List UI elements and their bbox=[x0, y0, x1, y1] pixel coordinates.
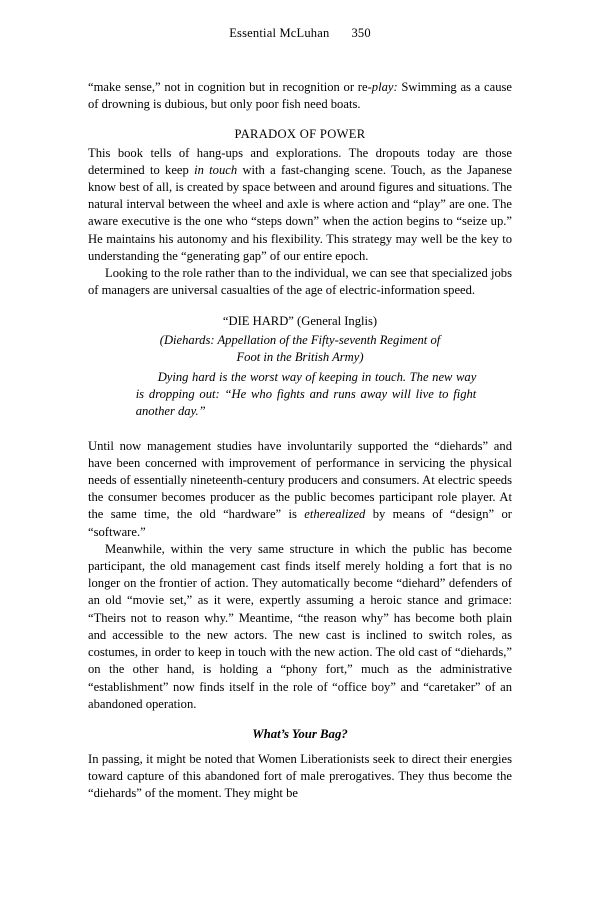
opening-text-pre: “make sense,” not in cognition but in recognition or re- bbox=[88, 80, 372, 94]
para3-part-a: Until now management studies have involuntarily supported the “diehards” and have been concerned with improvement of performance in servicing the physical needs of essentially nineteenth-century producers and consumers. At electric speeds the consumer becomes producer as the public becomes participant role player. At the same time, the old “hardware” is bbox=[88, 438, 512, 522]
paragraph-1 bbox=[88, 145, 512, 265]
para3-part-b: by means of “design” or “software.” bbox=[88, 507, 512, 539]
quotation-block bbox=[118, 313, 483, 420]
quote-subtitle-line-2: Foot in the British Army) bbox=[236, 349, 364, 364]
paragraph-5: In passing, it might be noted that Women Liberationists seek to direct their energies toward capture of this abandoned fort of male prerogatives. They thus become the “diehards” of the moment. They might be bbox=[88, 751, 512, 801]
opening-italic-play: play: bbox=[371, 80, 398, 94]
paragraph-2: Looking to the role rather than to the individual, we can see that specialized jobs of managers are universal casualties of the age of electric-information speed. bbox=[88, 266, 512, 298]
para1-part-a: This book tells of hang-ups and explorations. The dropouts today are those determined to keep bbox=[88, 145, 512, 177]
book-title: Essential McLuhan bbox=[229, 26, 330, 40]
spacer bbox=[88, 713, 512, 727]
paragraph-4: Meanwhile, within the very same structure in which the public has become participant, the old management cast finds itself merely holding a fort that is no longer on the frontier of action. They automatically become “diehard” defenders of an old “movie set,” as it were, expertly assuming a heroic stance and grimace: “Theirs not to reason why.” Meantime, “the reason why” has become both plain and accessible to the new actors. The new cast is inclined to switch roles, as costumes, in order to keep in touch with the new action. The old cast of “diehards,” on the other hand, is holding a “phony fort,” much as the administrative “establishment” now finds itself in the role of “office boy” and “caretaker” of an abandoned operation. bbox=[88, 541, 512, 711]
running-head bbox=[88, 26, 512, 41]
paragraph-3 bbox=[88, 438, 512, 541]
quote-title: “DIE HARD” (General Inglis) bbox=[222, 314, 378, 329]
para1-part-b: with a fast-changing scene. Touch, as the Japanese know best of all, is created by space between and around figures and situations. The natural interval between the wheel and axle is where action and “play” are one. The aware executive is the one who “steps down” when the action begins to “seize up.” He maintains his autonomy and his flexibility. This strategy may well be the key to understanding the “generating gap” of our entire epoch. bbox=[88, 162, 512, 263]
quote-subtitle-line-1: (Diehards: Appellation of the Fifty-seventh Regiment of bbox=[159, 332, 441, 347]
section-heading-paradox: PARADOX OF POWER bbox=[234, 127, 366, 142]
opening-text-post: Swimming as a cause of drowning is dubious, but only poor fish need boats. bbox=[88, 80, 512, 112]
para3-italic-etherealized: etherealized bbox=[304, 507, 366, 522]
subheading-whats-your-bag: What’s Your Bag? bbox=[252, 726, 348, 741]
page-number: 350 bbox=[351, 26, 371, 40]
spacer bbox=[88, 299, 512, 313]
spacer bbox=[88, 421, 512, 438]
paragraph-opening bbox=[88, 79, 512, 113]
para1-italic-in-touch: in touch bbox=[194, 162, 238, 177]
quote-body: Dying hard is the worst way of keeping in touch. The new way is dropping out: “He who fights and runs away will live to fight another day.” bbox=[135, 370, 477, 419]
